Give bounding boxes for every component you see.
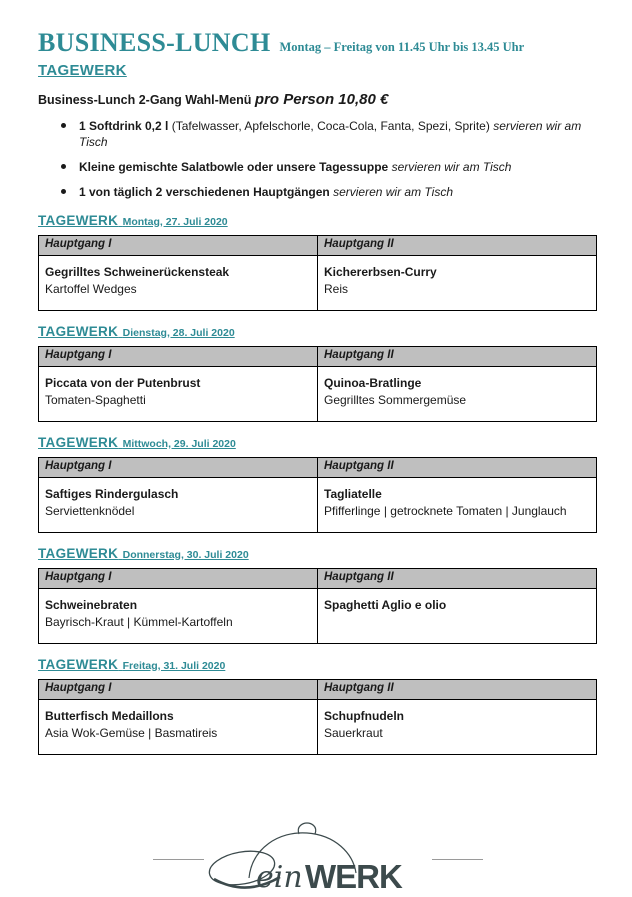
dish-cell — [318, 367, 597, 422]
intro-price: pro Person 10,80 € — [254, 91, 389, 108]
menu-table — [38, 568, 597, 644]
bullet-icon — [61, 123, 66, 128]
bullet-bold-text: Kleine gemischte Salatbowle oder unsere Tagessuppe — [79, 160, 389, 174]
table-header-row — [39, 680, 597, 700]
day-heading-brand: TAGEWERK — [38, 546, 119, 561]
dish-title: Gegrilltes Schweinerückensteak — [45, 265, 230, 279]
dish-title: Schweinebraten — [45, 598, 138, 612]
day-section-montag — [38, 212, 597, 311]
dish-cell — [318, 700, 597, 755]
dish-title: Kichererbsen-Curry — [324, 265, 437, 279]
column-header-hauptgang-2: Hauptgang II — [318, 236, 597, 256]
dish-side: Asia Wok-Gemüse | Basmatireis — [45, 726, 218, 740]
table-header-row — [39, 236, 597, 256]
day-heading-date: Freitag, 31. Juli 2020 — [122, 660, 226, 672]
day-heading — [38, 212, 597, 231]
brand-heading: TAGEWERK — [38, 62, 127, 79]
day-section-dienstag — [38, 323, 597, 422]
logo-script-text: ein — [255, 860, 303, 895]
dish-side: Tomaten-Spaghetti — [45, 393, 146, 407]
dish-cell — [39, 478, 318, 533]
day-heading-brand: TAGEWERK — [38, 213, 119, 228]
column-header-hauptgang-1: Hauptgang I — [39, 458, 318, 478]
table-row — [39, 256, 597, 311]
dish-title: Butterfisch Medaillons — [45, 709, 174, 723]
page-title: BUSINESS-LUNCH — [38, 28, 271, 57]
dish-title: Saftiges Rindergulasch — [45, 487, 179, 501]
list-item — [38, 184, 597, 200]
bullet-regular-text: (Tafelwasser, Apfelschorle, Coca-Cola, Fanta, Spezi, Sprite) — [171, 119, 490, 133]
divider — [432, 859, 483, 860]
list-item — [38, 118, 597, 150]
table-row — [39, 478, 597, 533]
day-heading-date: Montag, 27. Juli 2020 — [122, 216, 228, 228]
column-header-hauptgang-2: Hauptgang II — [318, 569, 597, 589]
dish-title: Quinoa-Bratlinge — [324, 376, 422, 390]
day-heading-date: Mittwoch, 29. Juli 2020 — [122, 438, 236, 450]
included-items-list — [38, 118, 597, 200]
day-section-mittwoch — [38, 434, 597, 533]
dish-cell — [39, 256, 318, 311]
bullet-italic-text: servieren wir am Tisch — [391, 160, 512, 174]
footer-logo — [153, 821, 483, 897]
day-heading — [38, 545, 597, 564]
column-header-hauptgang-2: Hauptgang II — [318, 680, 597, 700]
dish-title: Piccata von der Putenbrust — [45, 376, 201, 390]
menu-table — [38, 235, 597, 311]
day-heading — [38, 323, 597, 342]
dish-side: Sauerkraut — [324, 726, 383, 740]
dish-cell — [39, 367, 318, 422]
logo-bold-text: WERK — [304, 858, 402, 895]
table-header-row — [39, 569, 597, 589]
table-header-row — [39, 458, 597, 478]
dish-side: Serviettenknödel — [45, 504, 135, 518]
day-section-freitag — [38, 656, 597, 755]
feinwerk-logo — [204, 821, 432, 897]
column-header-hauptgang-1: Hauptgang I — [39, 236, 318, 256]
document-header — [38, 28, 597, 58]
day-heading — [38, 434, 597, 453]
dish-cell — [318, 589, 597, 644]
table-row — [39, 367, 597, 422]
day-heading-date: Donnerstag, 30. Juli 2020 — [122, 549, 249, 561]
dish-side: Reis — [324, 282, 349, 296]
dish-side: Gegrilltes Sommergemüse — [324, 393, 467, 407]
menu-table — [38, 679, 597, 755]
page-subtitle: Montag – Freitag von 11.45 Uhr bis 13.45 Uhr — [279, 40, 525, 54]
day-section-donnerstag — [38, 545, 597, 644]
dish-side: Kartoffel Wedges — [45, 282, 137, 296]
bullet-italic-text: servieren wir am Tisch — [333, 185, 453, 199]
dish-cell — [318, 478, 597, 533]
list-item — [38, 159, 597, 175]
dish-side: Pfifferlinge | getrocknete Tomaten | Junglauch — [324, 504, 567, 518]
dish-title: Tagliatelle — [324, 487, 382, 501]
day-heading-date: Dienstag, 28. Juli 2020 — [122, 327, 235, 339]
dish-cell — [39, 700, 318, 755]
dish-title: Spaghetti Aglio e olio — [324, 598, 447, 612]
bullet-bold-text: 1 von täglich 2 verschiedenen Hauptgängen — [79, 185, 330, 199]
day-heading-brand: TAGEWERK — [38, 657, 119, 672]
bullet-italic-text: servieren wir am Tisch — [79, 119, 582, 149]
dish-cell — [39, 589, 318, 644]
column-header-hauptgang-2: Hauptgang II — [318, 347, 597, 367]
dish-cell — [318, 256, 597, 311]
menu-table — [38, 346, 597, 422]
column-header-hauptgang-1: Hauptgang I — [39, 680, 318, 700]
divider — [153, 859, 204, 860]
table-row — [39, 700, 597, 755]
dish-title: Schupfnudeln — [324, 709, 404, 723]
day-heading — [38, 656, 597, 675]
column-header-hauptgang-2: Hauptgang II — [318, 458, 597, 478]
bullet-bold-text: 1 Softdrink 0,2 l — [79, 119, 169, 133]
menu-table — [38, 457, 597, 533]
bullet-icon — [61, 164, 66, 169]
column-header-hauptgang-1: Hauptgang I — [39, 347, 318, 367]
table-row — [39, 589, 597, 644]
table-header-row — [39, 347, 597, 367]
day-heading-brand: TAGEWERK — [38, 435, 119, 450]
column-header-hauptgang-1: Hauptgang I — [39, 569, 318, 589]
intro-lead: Business-Lunch 2-Gang Wahl-Menü — [38, 93, 252, 107]
bullet-icon — [61, 189, 66, 194]
day-heading-brand: TAGEWERK — [38, 324, 119, 339]
intro-line — [38, 90, 597, 110]
dish-side: Bayrisch-Kraut | Kümmel-Kartoffeln — [45, 615, 233, 629]
